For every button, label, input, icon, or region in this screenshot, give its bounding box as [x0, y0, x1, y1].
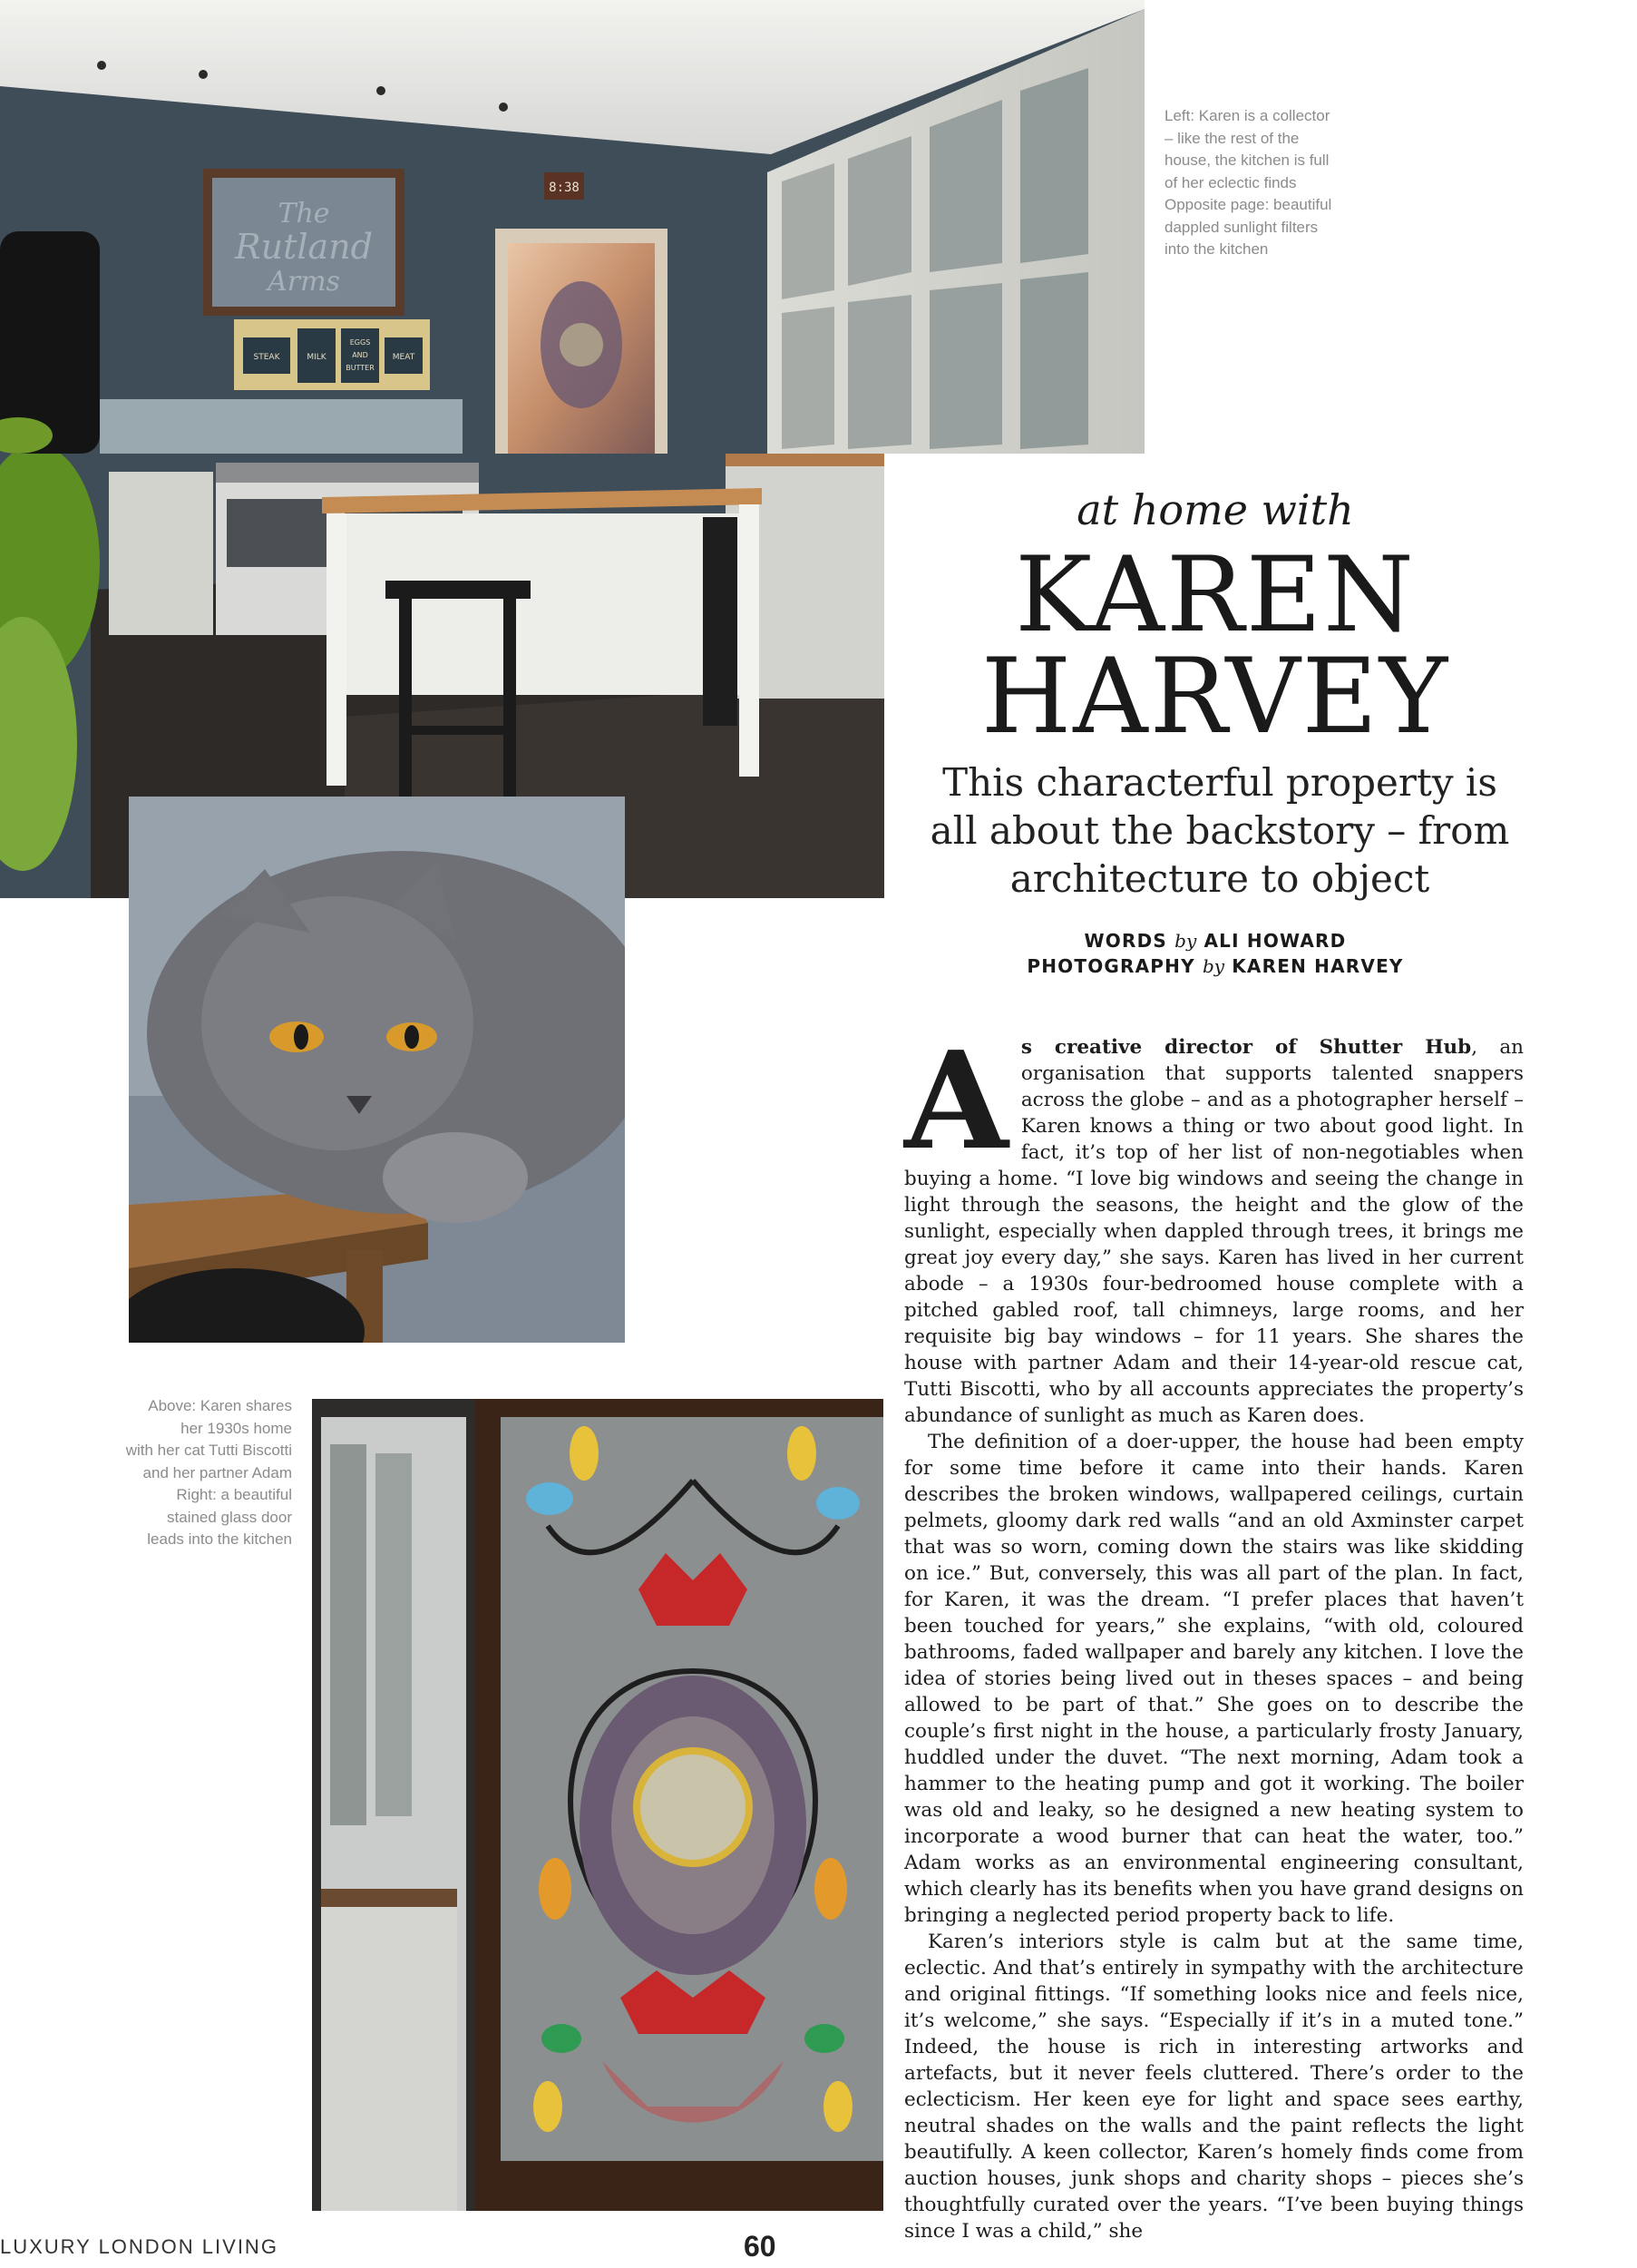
sign-text-line2: Rutland — [235, 227, 373, 267]
photo-name: KAREN HARVEY — [1232, 955, 1404, 977]
photo-label: PHOTOGRAPHY — [1027, 955, 1195, 977]
caption-line: dappled sunlight filters — [1164, 218, 1319, 236]
page-number: 60 — [744, 2230, 776, 2263]
tile-eggs: EGGS — [349, 338, 371, 347]
paragraph-3: Karen’s interiors style is calm but at the same time, eclectic. And that’s entirely in sympathy with the architecture and original fittings. “If something looks nice and feels nice, it’s welcome,” she says. “Especially if it’s in a muted tone.” Indeed, the house is rich in interesting artworks and artefacts, but it never feels cluttered. There’s order to the eclecticism. Her keen eye for light and space sees earthy, neutral shades on the walls and the paint reflects the light beautifully. A keen collector, Karen’s homely finds come from auction houses, junk shops and charity shops – pieces she’s thoughtfully curated over the years. “I’ve been buying things since I was a child,” she — [904, 1931, 1524, 2243]
sign-text-line1: The — [278, 198, 330, 230]
words-by: by — [1174, 930, 1197, 952]
caption-line: of her eclectic finds — [1164, 173, 1297, 191]
paragraph-1 — [904, 1022, 1524, 1429]
cat-illustration — [129, 797, 625, 1343]
headline-line1: KAREN — [1015, 534, 1416, 655]
caption-line: stained glass door — [167, 1508, 292, 1526]
caption-line: her 1930s home — [180, 1419, 292, 1437]
photography-credit — [907, 955, 1524, 977]
article-body — [904, 1022, 1524, 2244]
stained-glass-door-photo — [312, 1399, 883, 2211]
caption-line: leads into the kitchen — [147, 1530, 292, 1548]
kicker: at home with — [1077, 485, 1354, 534]
tile-steak: STEAK — [253, 353, 280, 362]
caption-line: – like the rest of the — [1164, 129, 1300, 147]
photo-by: by — [1202, 955, 1225, 977]
words-credit — [907, 930, 1524, 952]
drop-cap: A — [904, 1022, 1009, 1179]
caption-cat-door — [109, 1395, 292, 1551]
caption-line: Left: Karen is a collector — [1164, 107, 1330, 124]
words-label: WORDS — [1084, 930, 1167, 952]
tile-butter: BUTTER — [346, 364, 375, 372]
kitchen-illustration — [0, 0, 1145, 454]
tile-milk: MILK — [307, 353, 326, 362]
headline-line2: HARVEY — [980, 636, 1450, 757]
door-illustration — [312, 1399, 883, 2211]
caption-line: house, the kitchen is full — [1164, 152, 1330, 169]
caption-line: and her partner Adam — [142, 1463, 292, 1481]
clock-text: 8:38 — [549, 181, 580, 195]
tile-meat: MEAT — [392, 353, 415, 362]
standfirst: This characterful property is all about the backstory – from architecture to object — [930, 760, 1510, 901]
paragraph-1-text: , an organisation that supports talented snappers across the globe – and as a photographer herself – Karen knows a thing or two about good light. In fact, it’s top of her list of non-negotiables when buying a home. “I love big windows and seeing the change in light through the seasons, the height and the glow of the sunlight, especially when dappled through trees, it brings me great joy every day,” she says. Karen has lived in her current abode – a 1930s four-bedroomed house complete with a pitched gabled roof, tall chimneys, large rooms, and her requisite big bay windows – for 11 years. She shares the house with partner Adam and their 14-year-old rescue cat, Tutti Biscotti, who by all accounts appreciates the property’s abundance of sunlight as much as Karen does. — [904, 1036, 1524, 1427]
caption-kitchen — [1164, 105, 1346, 261]
words-name: ALI HOWARD — [1203, 930, 1347, 952]
caption-line: Opposite page: beautiful — [1164, 196, 1332, 213]
tile-and: AND — [352, 351, 368, 359]
paragraph-2: The definition of a doer-upper, the house had been empty for some time before it came into their hands. Karen describes the broken windows, wallpapered ceilings, curtain pelmets, gloomy dark red walls “and an old Axminster carpet that was so worn, coming down the stairs was like skidding on ice.” But, conversely, this was all part of the plan. In fact, for Karen, it was the dream. “I prefer places that haven’t been touched for years,” she explains, “with old, coloured bathrooms, faded wallpaper and barely any kitchen. I love the idea of stories being lived out in theses spaces – and being allowed to be part of that.” She goes on to describe the couple’s first night in the house, a particularly frosty January, huddled under the duvet. “The next morning, Adam took a hammer to the heating pump and got it working. The boiler was old and leaky, so he designed a new heating system to incorporate a wood burner that can heat the water, too.” Adam works as an environmental engineering consultant, which clearly has its benefits when you have grand designs on bringing a neglected period property back to life. — [904, 1431, 1524, 1927]
sign-text-line3: Arms — [268, 266, 340, 298]
kitchen-photo — [0, 0, 1145, 454]
lead-bold: s creative director of Shutter Hub — [1020, 1036, 1472, 1059]
caption-line: with her cat Tutti Biscotti — [125, 1442, 292, 1459]
magazine-name: LUXURY LONDON LIVING — [0, 2235, 278, 2258]
cat-photo — [129, 797, 625, 1343]
caption-line: Right: a beautiful — [176, 1486, 292, 1503]
caption-line: Above: Karen shares — [148, 1397, 292, 1414]
caption-line: into the kitchen — [1164, 240, 1269, 258]
